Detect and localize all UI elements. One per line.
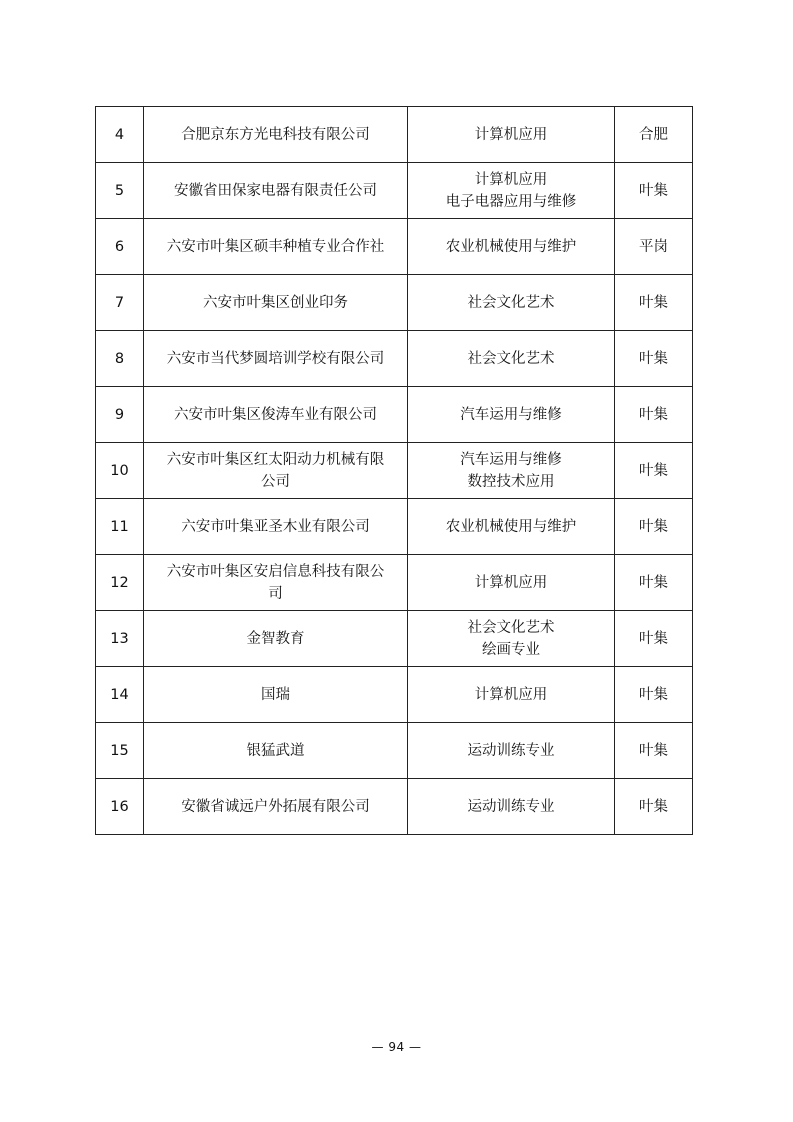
row-number-cell: 4: [96, 107, 144, 163]
table-row: [96, 499, 693, 555]
table-row: [96, 555, 693, 611]
row-number-cell: 5: [96, 163, 144, 219]
major-line: 运动训练专业: [467, 798, 555, 815]
company-name-line: 国瑞: [261, 686, 290, 703]
row-number-cell: 10: [96, 443, 144, 499]
table-row: [96, 611, 693, 667]
major-cell: [408, 443, 615, 499]
major-cell: [408, 275, 615, 331]
row-number-cell: 13: [96, 611, 144, 667]
major-cell: [408, 163, 615, 219]
major-cell: [408, 723, 615, 779]
table-row: [96, 443, 693, 499]
table-row: [96, 163, 693, 219]
major-cell: [408, 611, 615, 667]
row-number-cell: 16: [96, 779, 144, 835]
row-number-cell: 9: [96, 387, 144, 443]
location-cell: 叶集: [615, 611, 693, 667]
location-cell: 叶集: [615, 723, 693, 779]
company-name-cell: [144, 443, 408, 499]
table-body: [96, 107, 693, 835]
company-name-line: 司: [268, 585, 283, 602]
location-cell: 合肥: [615, 107, 693, 163]
company-name-cell: [144, 387, 408, 443]
major-line: 运动训练专业: [467, 742, 555, 759]
company-name-cell: [144, 779, 408, 835]
major-line: 数控技术应用: [467, 473, 555, 490]
company-name-line: 安徽省诚远户外拓展有限公司: [181, 798, 370, 815]
location-cell: 叶集: [615, 667, 693, 723]
location-cell: 叶集: [615, 163, 693, 219]
company-name-line: 六安市叶集区俊涛车业有限公司: [174, 406, 377, 423]
major-line: 计算机应用: [474, 126, 548, 143]
row-number-cell: 7: [96, 275, 144, 331]
company-name-line: 六安市叶集亚圣木业有限公司: [181, 518, 370, 535]
major-line: 社会文化艺术: [467, 619, 555, 636]
table-row: [96, 275, 693, 331]
row-number-cell: 6: [96, 219, 144, 275]
major-line: 社会文化艺术: [467, 294, 555, 311]
company-name-line: 六安市叶集区创业印务: [203, 294, 348, 311]
location-cell: 平岗: [615, 219, 693, 275]
major-line: 农业机械使用与维护: [445, 238, 577, 255]
major-line: 电子电器应用与维修: [445, 193, 577, 210]
location-cell: 叶集: [615, 779, 693, 835]
row-number-cell: 14: [96, 667, 144, 723]
major-cell: [408, 555, 615, 611]
location-cell: 叶集: [615, 555, 693, 611]
major-line: 计算机应用: [474, 686, 548, 703]
location-cell: 叶集: [615, 275, 693, 331]
table-row: [96, 219, 693, 275]
location-cell: 叶集: [615, 443, 693, 499]
company-name-line: 六安市叶集区硕丰种植专业合作社: [166, 238, 385, 255]
major-line: 计算机应用: [474, 171, 548, 188]
company-name-line: 六安市叶集区红太阳动力机械有限: [166, 451, 385, 468]
major-cell: [408, 107, 615, 163]
location-cell: 叶集: [615, 387, 693, 443]
location-cell: 叶集: [615, 499, 693, 555]
company-name-cell: [144, 275, 408, 331]
row-number-cell: 11: [96, 499, 144, 555]
company-name-cell: [144, 499, 408, 555]
major-line: 汽车运用与维修: [460, 451, 562, 468]
row-number-cell: 12: [96, 555, 144, 611]
table-row: [96, 331, 693, 387]
table-row: [96, 387, 693, 443]
company-name-line: 金智教育: [246, 630, 305, 647]
company-name-line: 公司: [261, 473, 290, 490]
row-number-cell: 8: [96, 331, 144, 387]
company-name-line: 合肥京东方光电科技有限公司: [181, 126, 370, 143]
major-line: 汽车运用与维修: [460, 406, 562, 423]
company-name-cell: [144, 611, 408, 667]
company-name-cell: [144, 723, 408, 779]
row-number-cell: 15: [96, 723, 144, 779]
company-name-line: 六安市当代梦圆培训学校有限公司: [166, 350, 385, 367]
major-line: 绘画专业: [482, 641, 540, 658]
cooperating-companies-table: [95, 106, 693, 835]
major-cell: [408, 667, 615, 723]
company-name-cell: [144, 163, 408, 219]
company-name-line: 安徽省田保家电器有限责任公司: [174, 182, 377, 199]
company-name-line: 银猛武道: [246, 742, 305, 759]
company-name-cell: [144, 331, 408, 387]
major-line: 计算机应用: [474, 574, 548, 591]
company-name-cell: [144, 219, 408, 275]
company-name-cell: [144, 555, 408, 611]
major-cell: [408, 387, 615, 443]
major-cell: [408, 499, 615, 555]
major-cell: [408, 779, 615, 835]
page-number: — 94 —: [371, 1040, 422, 1054]
major-line: 社会文化艺术: [467, 350, 555, 367]
company-name-line: 六安市叶集区安启信息科技有限公: [166, 563, 385, 580]
location-cell: 叶集: [615, 331, 693, 387]
major-cell: [408, 331, 615, 387]
table-row: [96, 667, 693, 723]
major-cell: [408, 219, 615, 275]
company-name-cell: [144, 107, 408, 163]
major-line: 农业机械使用与维护: [445, 518, 577, 535]
table-row: [96, 779, 693, 835]
table-row: [96, 107, 693, 163]
table-row: [96, 723, 693, 779]
company-name-cell: [144, 667, 408, 723]
